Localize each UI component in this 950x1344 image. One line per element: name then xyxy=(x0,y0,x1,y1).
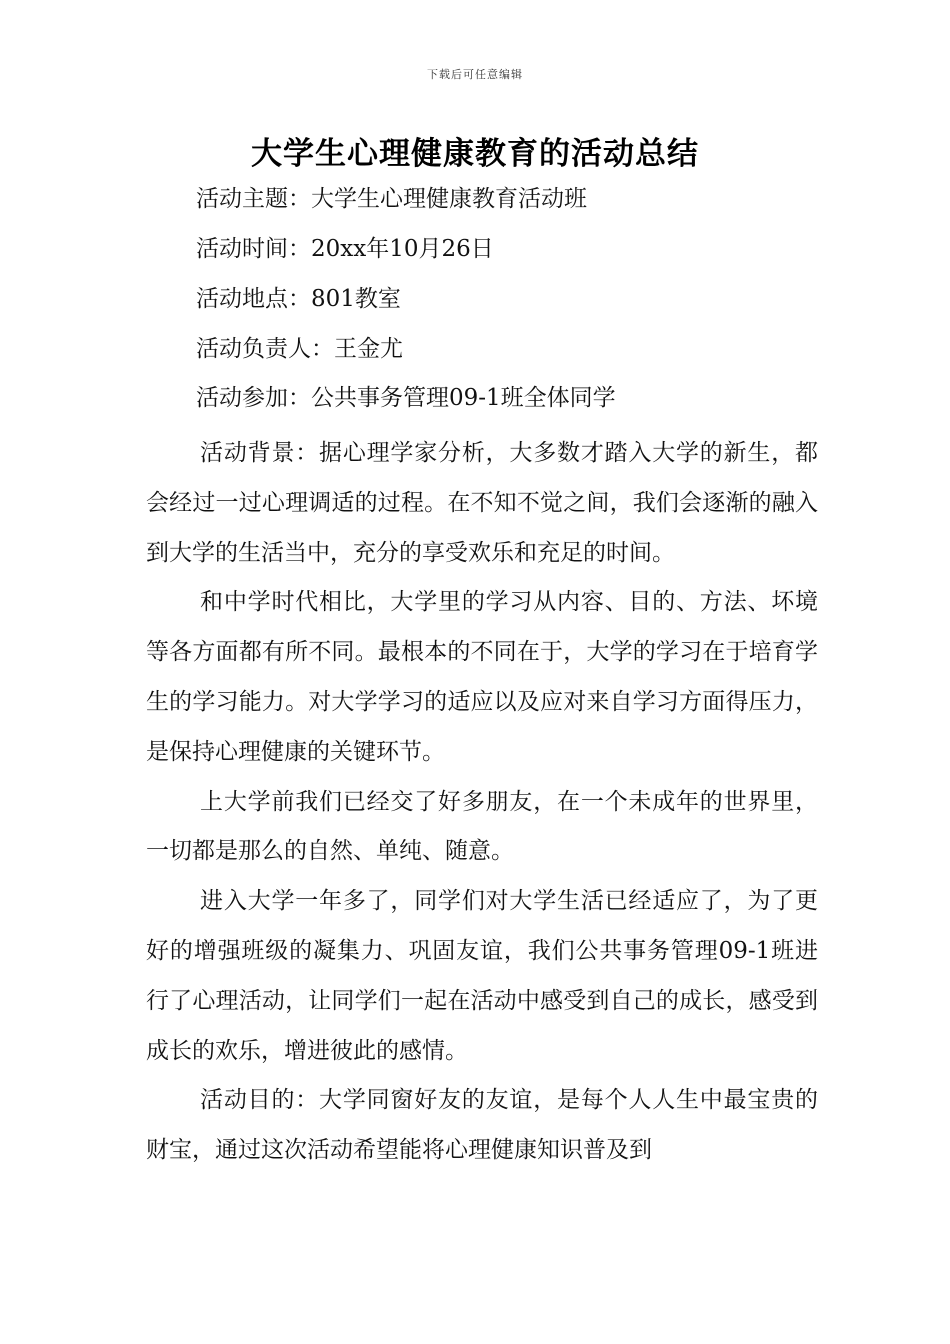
paragraph-friends: 上大学前我们已经交了好多朋友，在一个未成年的世界里，一切都是那么的自然、单纯、随意。 xyxy=(146,788,818,865)
meta-participants: 活动参加：公共事务管理09-1班全体同学 xyxy=(196,385,616,411)
meta-time: 活动时间：20xx年10月26日 xyxy=(196,236,494,262)
meta-location: 活动地点：801教室 xyxy=(196,286,401,312)
paragraph-class-activity: 进入大学一年多了，同学们对大学生活已经适应了，为了更好的增强班级的凝集力、巩固友谊，我们公共事务管理09-1班进行了心理活动，让同学们一起在活动中感受到自己的成长，感受到成长的欢乐，增进彼此的感情。 xyxy=(146,888,818,1064)
meta-leader: 活动负责人：王金尤 xyxy=(196,336,403,362)
paragraph-purpose: 活动目的：大学同窗好友的友谊，是每个人人生中最宝贵的财宝，通过这次活动希望能将心理健康知识普及到 xyxy=(146,1087,818,1164)
header-note: 下载后可任意编辑 xyxy=(427,68,523,81)
meta-topic: 活动主题：大学生心理健康教育活动班 xyxy=(196,186,587,212)
document-title: 大学生心理健康教育的活动总结 xyxy=(251,136,699,172)
paragraph-learning: 和中学时代相比，大学里的学习从内容、目的、方法、坏境等各方面都有所不同。最根本的不同在于，大学的学习在于培育学生的学习能力。对大学学习的适应以及应对来自学习方面得压力，是保持心理健康的关键环节。 xyxy=(146,589,818,765)
document-body xyxy=(146,429,818,1176)
paragraph-background: 活动背景：据心理学家分析，大多数才踏入大学的新生，都会经过一过心理调适的过程。在不知不觉之间，我们会逐渐的融入到大学的生活当中，充分的享受欢乐和充足的时间。 xyxy=(146,440,818,566)
